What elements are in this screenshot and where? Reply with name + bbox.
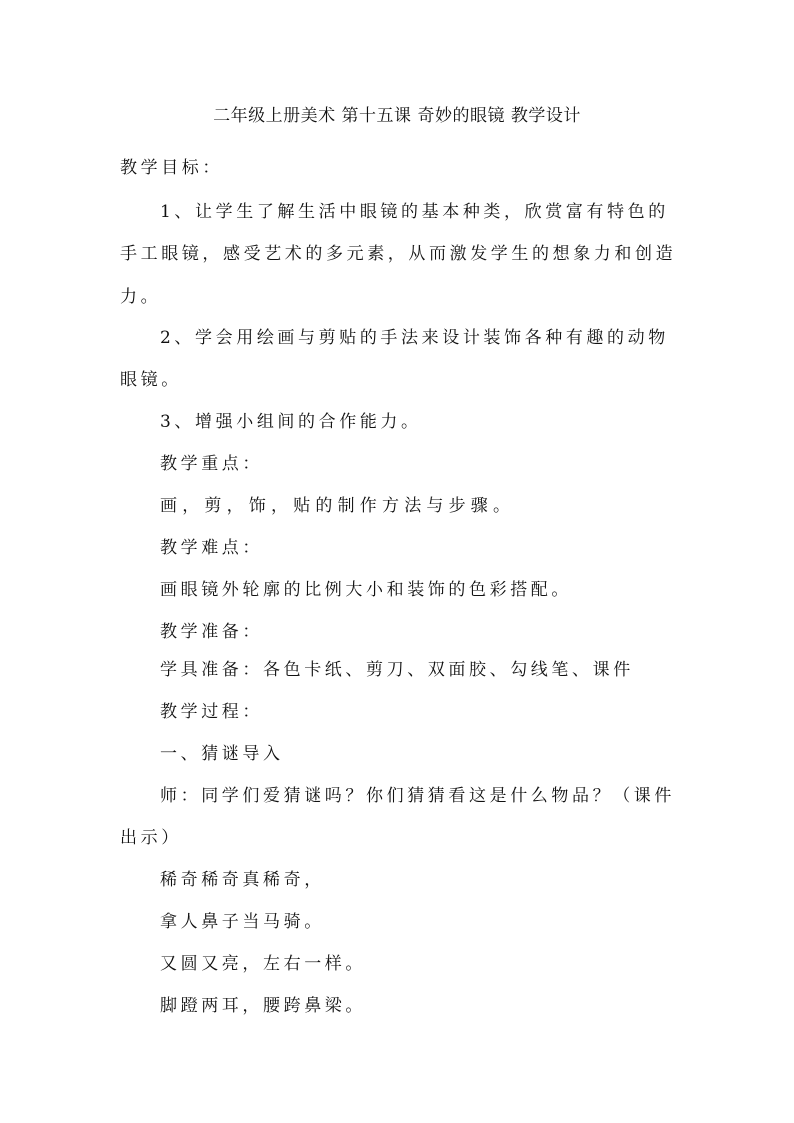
section-heading-key-points: 教学重点： <box>160 454 263 474</box>
teacher-question-line-1: 师：同学们爱猜谜吗？你们猜猜看这是什么物品？（课件 <box>160 786 675 806</box>
objective-2-line-1: 2、学会用绘画与剪贴的手法来设计装饰各种有趣的动物 <box>160 328 669 348</box>
objective-3: 3、增强小组间的合作能力。 <box>160 412 422 432</box>
objective-1-line-2: 手工眼镜，感受艺术的多元素，从而激发学生的想象力和创造 <box>120 244 677 264</box>
objective-1-line-3: 力。 <box>120 287 162 307</box>
preparation-text: 学具准备：各色卡纸、剪刀、双面胶、勾线笔、课件 <box>160 660 634 680</box>
riddle-line-2: 拿人鼻子当马骑。 <box>160 912 325 932</box>
teacher-question-line-2: 出示） <box>120 828 182 848</box>
objective-2-line-2: 眼镜。 <box>120 370 182 390</box>
section-heading-objectives: 教学目标： <box>120 158 223 178</box>
section-heading-preparation: 教学准备： <box>160 622 263 642</box>
difficulties-text: 画眼镜外轮廓的比例大小和装饰的色彩搭配。 <box>160 580 572 600</box>
riddle-line-4: 脚蹬两耳，腰跨鼻梁。 <box>160 996 366 1016</box>
section-heading-difficulties: 教学难点： <box>160 538 263 558</box>
riddle-line-3: 又圆又亮，左右一样。 <box>160 954 366 974</box>
key-points-text: 画，剪，饰，贴的制作方法与步骤。 <box>160 496 516 516</box>
document-title: 二年级上册美术 第十五课 奇妙的眼镜 教学设计 <box>213 106 581 126</box>
objective-1-line-1: 1、让学生了解生活中眼镜的基本种类，欣赏富有特色的 <box>160 202 669 222</box>
process-step-1-heading: 一、猜谜导入 <box>160 744 284 764</box>
section-heading-process: 教学过程： <box>160 702 263 722</box>
riddle-line-1: 稀奇稀奇真稀奇， <box>160 870 325 890</box>
